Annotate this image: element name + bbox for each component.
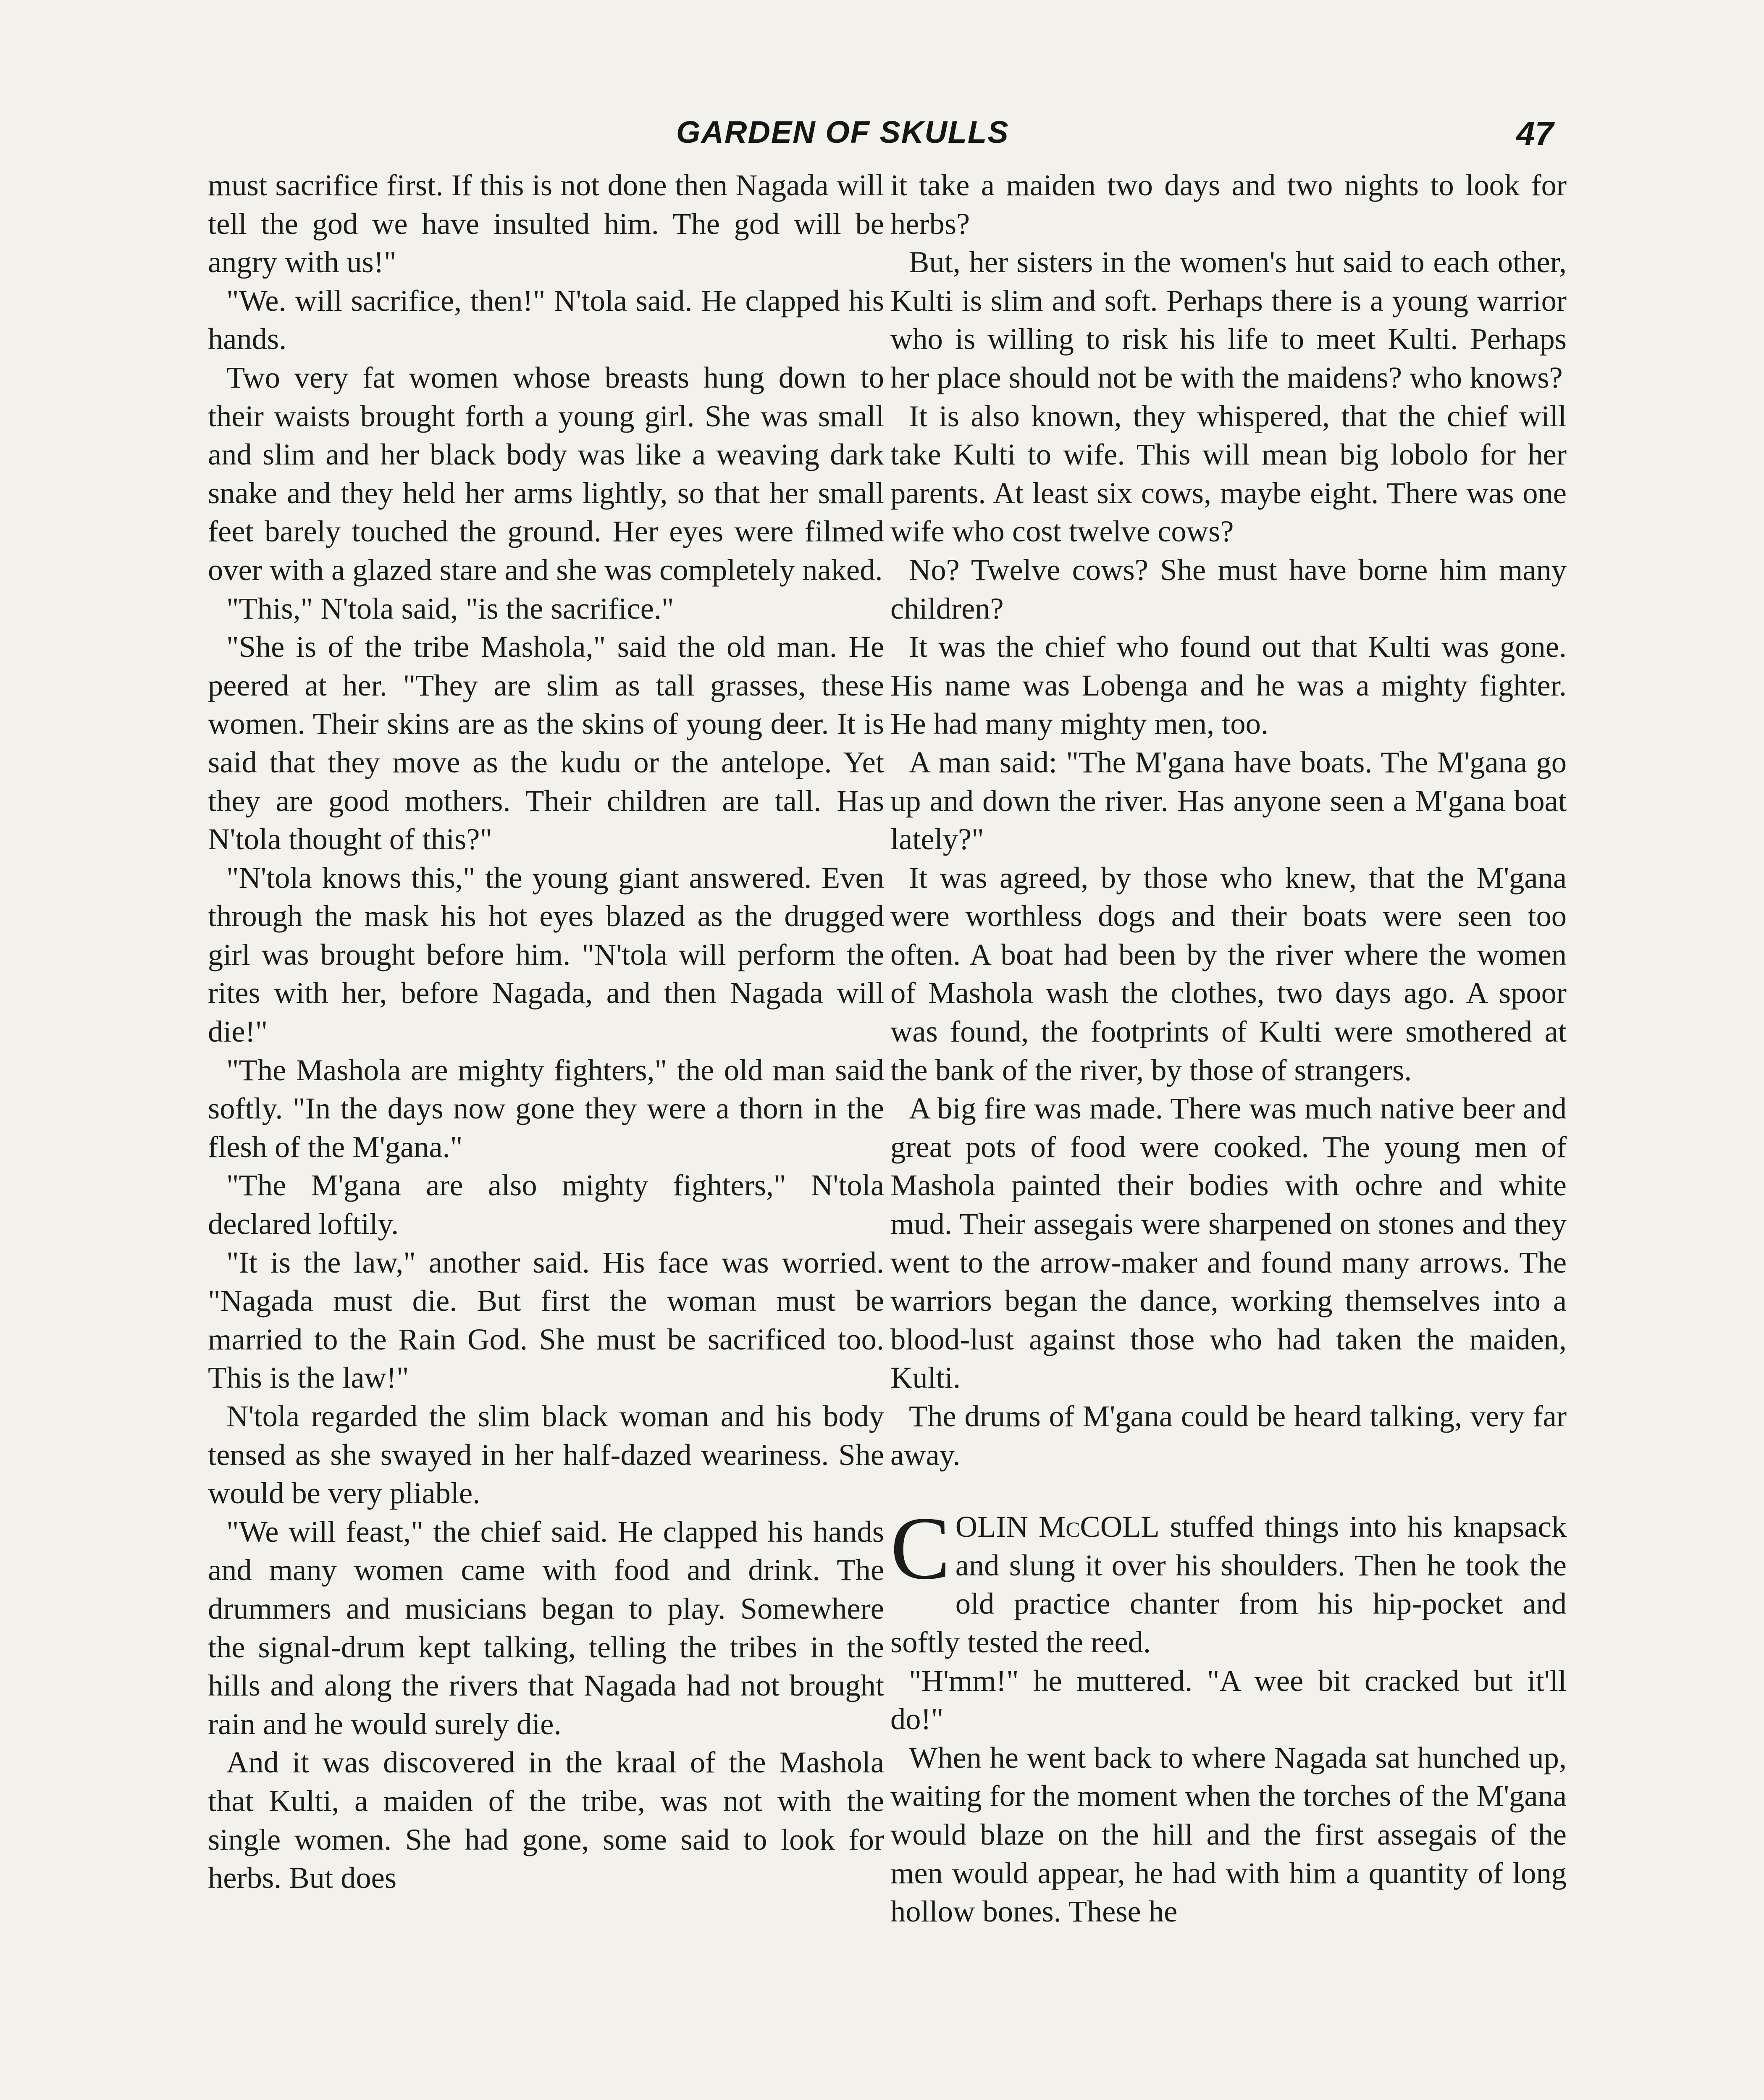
- paragraph: A big fire was made. There was much native beer and great pots of food were cooked. The young men of Mashola painted their bodies with ochre and white mud. Their assegais were sharpened on stones and they went to the arrow-maker and found many arrows. The warriors began the dance, working themselves into a blood-lust against those who had taken the maiden, Kulti.: [890, 1091, 1567, 1395]
- paragraph: It is also known, they whispered, that the chief will take Kulti to wife. This will mean big lobolo for her parents. At least six cows, maybe eight. There was one wife who cost twelve cows?: [890, 399, 1567, 549]
- paragraph: "H'mm!" he muttered. "A wee bit cracked but it'll do!": [890, 1663, 1567, 1736]
- left-column: [208, 166, 884, 2100]
- paragraph: When he went back to where Nagada sat hunched up, waiting for the moment when the torches of the M'gana would blaze on the hill and the first assegais of the men would appear, he had with him a quantity of long hollow bones. These he: [890, 1740, 1567, 1929]
- paragraph: "It is the law," another said. His face was worried. "Nagada must die. But first the woman must be married to the Rain God. She must be sacrificed too. This is the law!": [208, 1245, 884, 1395]
- paragraph: And it was discovered in the kraal of the Mashola that Kulti, a maiden of the tribe, was not with the single women. She had gone, some said to look for herbs. But does: [208, 1745, 884, 1895]
- paragraph: N'tola regarded the slim black woman and his body tensed as she swayed in her half-dazed weariness. She would be very pliable.: [208, 1399, 884, 1510]
- paragraph: "She is of the tribe Mashola," said the old man. He peered at her. "They are slim as tall grasses, these women. Their skins are as the skins of young deer. It is said that they move as the kudu or the antelope. Yet they are good mothers. Their children are tall. Has N'tola thought of this?": [208, 630, 884, 856]
- paragraph: A man said: "The M'gana have boats. The M'gana go up and down the river. Has anyone seen a M'gana boat lately?": [890, 745, 1567, 856]
- paragraph: "The Mashola are mighty fighters," the old man said softly. "In the days now gone they were a thorn in the flesh of the M'gana.": [208, 1053, 884, 1164]
- paragraph: It was the chief who found out that Kulti was gone. His name was Lobenga and he was a mighty fighter. He had many mighty men, too.: [890, 630, 1567, 741]
- paragraph: "The M'gana are also mighty fighters," N'tola declared loftily.: [208, 1168, 884, 1241]
- paragraph: "We. will sacrifice, then!" N'tola said. He clapped his hands.: [208, 283, 884, 356]
- paragraph: "This," N'tola said, "is the sacrifice.": [226, 591, 674, 625]
- section-opening-paragraph: [890, 1499, 1567, 1661]
- paragraph: It was agreed, by those who knew, that the M'gana were worthless dogs and their boats were seen too often. A boat had been by the river where the women of Mashola wash the clothes, two days ago. A spoor was found, the footprints of Kulti were smothered at the bank of the river, by those of strangers.: [890, 860, 1567, 1087]
- drop-cap: C: [890, 1499, 950, 1599]
- paragraph: The drums of M'gana could be heard talking, very far away.: [890, 1399, 1567, 1472]
- page-header: [0, 114, 1764, 156]
- paragraph: "We will feast," the chief said. He clapped his hands and many women came with food and drink. The drummers and musicians began to play. Somewhere the signal-drum kept talking, telling the tribes in the hills and along the rivers that Nagada had not brought rain and he would surely die.: [208, 1514, 884, 1741]
- paragraph: "N'tola knows this," the young giant answered. Even through the mask his hot eyes blazed as the drugged girl was brought before him. "N'tola will perform the rites with her, before Nagada, and then Nagada will die!": [208, 860, 884, 1049]
- paragraph: But, her sisters in the women's hut said to each other, Kulti is slim and soft. Perhaps there is a young warrior who is willing to risk his life to meet Kulti. Perhaps her place should not be with the maidens? who knows?: [890, 245, 1567, 394]
- right-column: [890, 166, 1567, 2100]
- smallcaps-lead: OLIN McCOLL: [955, 1509, 1160, 1544]
- section-opening-text: stuffed things into his knapsack and slung it over his shoulders. Then he took the old practice chanter from his hip-pocket and softly tested the reed.: [890, 1509, 1567, 1659]
- page-number: 47: [1516, 115, 1554, 152]
- paragraph: No? Twelve cows? She must have borne him many children?: [890, 552, 1567, 625]
- paragraph: it take a maiden two days and two nights to look for herbs?: [890, 168, 1567, 241]
- paragraph: Two very fat women whose breasts hung down to their waists brought forth a young girl. She was small and slim and her black body was like a weaving dark snake and they held her arms lightly, so that her small feet barely touched the ground. Her eyes were filmed over with a glazed stare and she was completely naked.: [208, 360, 884, 587]
- paragraph: must sacrifice first. If this is not done then Nagada will tell the god we have insulted him. The god will be angry with us!": [208, 168, 884, 279]
- running-title: GARDEN OF SKULLS: [676, 115, 1009, 150]
